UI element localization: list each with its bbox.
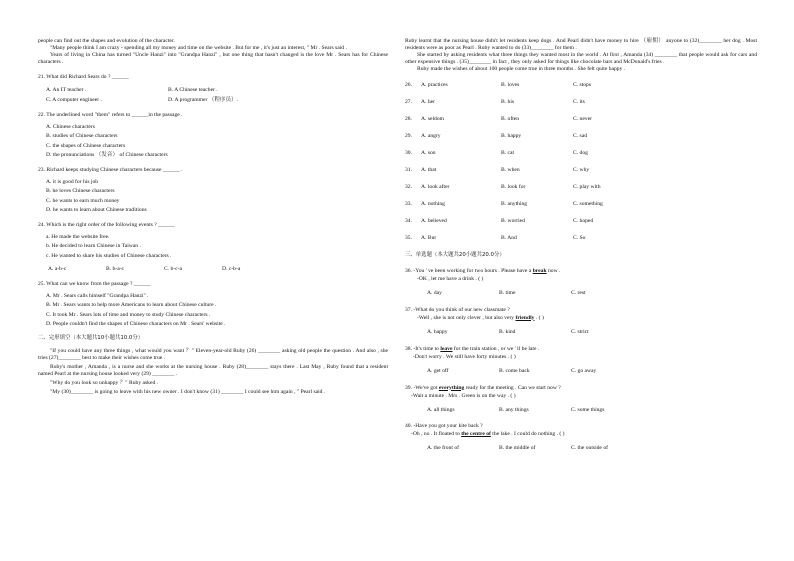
option-d[interactable]: D. the pronunciations （发音） of Chinese characters (46, 152, 168, 158)
grid-row (405, 82, 757, 99)
option-a[interactable]: A. believed (421, 217, 447, 224)
cloze-paragraph: "Why do you look so unhappy ？" Ruby asked . (50, 379, 159, 386)
option-c[interactable]: C. he wants to earn much money (46, 197, 120, 204)
grid-row (405, 235, 757, 252)
question-text: 39. -We've got (405, 384, 439, 391)
question-stem: 24. Which is the right order of the following events ? ______ (38, 222, 175, 229)
option-c[interactable]: C. So (573, 234, 586, 241)
option-b[interactable]: B. the middle of (499, 445, 536, 452)
question-stem: 22. The underlined word "them" refers to ______in the passage . (38, 111, 183, 118)
question-line: -OK , let me have a drink . ( ) (417, 275, 484, 282)
section-heading-single-choice: 三、单选题（本大题共20小题共20.0分） (405, 251, 505, 258)
question-39 (405, 385, 757, 414)
option-c[interactable]: C. go away (571, 367, 597, 374)
option-c[interactable]: C. hoped (573, 217, 594, 224)
options-list (46, 293, 388, 328)
grid-row (405, 133, 757, 150)
item-number: 30. (405, 149, 412, 156)
option-a[interactable]: A. get off (427, 367, 449, 374)
events-list (46, 234, 388, 260)
grid-row (405, 150, 757, 167)
question-text: for the train station , or we ' ll be late . (452, 345, 540, 352)
intro-line-2: "Many people think I am crazy - spending all my money and time on the website . But for me , it's just an interest, " Mr . Sears said . (50, 44, 347, 51)
option-a[interactable]: A. But (421, 234, 436, 241)
option-b[interactable]: B. kind (499, 328, 516, 335)
question-text: 38. -It's time to (405, 345, 441, 352)
option-a[interactable]: A. the front of (427, 445, 460, 452)
options-row (427, 407, 757, 414)
question-23 (38, 167, 388, 214)
option-a[interactable]: A. her (421, 98, 435, 105)
option-a[interactable]: A. it is good for his job (46, 178, 99, 185)
option-b[interactable]: B. time (499, 289, 516, 296)
cloze-paragraph: "My (30)________ is going to leave with his new owner . I don't know (31) ________ I could see him again , " Pearl said . (50, 388, 326, 395)
option-c[interactable]: C. rest (571, 289, 586, 296)
option-b[interactable]: B. Mr . Sears wants to help more Americans to learn about Chinese culture . (46, 302, 217, 309)
options-row (427, 329, 757, 336)
option-c[interactable]: C. stops (573, 81, 592, 88)
option-a[interactable]: A. that (421, 166, 437, 173)
intro-line-3: Years of living in China has turned "Uncle Hanzi" into "Grandpa Hanzi" , but one thing that hasn't changed is the love Mr . Sears has for Chinese characters . (38, 51, 388, 65)
option-c[interactable]: C. why (573, 166, 590, 173)
option-b[interactable]: B. b-a-c (106, 265, 125, 272)
option-d[interactable]: D. A programmer （程序员）. (168, 96, 239, 103)
question-stem: 25. What can we know from the passage ? ______ (38, 280, 151, 287)
option-c[interactable]: C. something (573, 200, 603, 207)
options-row (427, 445, 757, 452)
cloze-paragraph: "If you could have any three things , what would you want ？" Eleven-year-old Ruby (26) ________ asking old people the question . And also , she tries (27)________ best to make their wishes come true . (38, 347, 388, 361)
question-line: -Don't worry . We still have forty minutes . ( ) (413, 353, 516, 360)
option-b[interactable]: B. anything (501, 200, 528, 207)
options-row (48, 266, 388, 273)
options-row (427, 368, 757, 375)
option-b[interactable]: B. look for (501, 183, 526, 190)
question-line: 40. -Have you got your kite back ? (405, 423, 483, 430)
option-a[interactable]: A. Mr . Sears calls himself "Grandpa Hanzi" . (46, 292, 149, 299)
question-24 (38, 222, 388, 273)
option-b[interactable]: B. A Chinese teacher . (168, 86, 218, 93)
option-a[interactable]: A. Chinese characters (46, 123, 95, 130)
option-a[interactable]: A. practices (421, 81, 448, 88)
options-row (46, 97, 388, 104)
cloze-paragraph: Ruby learnt that the nursing house didn't let residents keep dogs . And Pearl didn't have money to hire （雇佣） anyone to (32)________ her dog . Most residents were as poor as Pearl . Ruby wanted to do (33)________ for them . (405, 38, 757, 51)
option-c[interactable]: C. some things (571, 406, 605, 413)
option-a[interactable]: A. a-b-c (48, 265, 67, 272)
cloze-options-grid (405, 82, 757, 252)
option-a[interactable]: A. son (421, 149, 436, 156)
question-line (405, 268, 757, 275)
options-row (46, 87, 388, 94)
right-column (405, 38, 757, 452)
item-number: 31. (405, 166, 412, 173)
option-b[interactable]: B. when (501, 166, 520, 173)
cloze-paragraph: Ruby's mother , Amanda , is a nurse and she works at the nursing house . Ruby (28)________ stays there . Last May , Ruby found that a resident named Pearl at the nursing house looked very (29) ________ . (38, 363, 388, 377)
grid-row (405, 184, 757, 201)
question-37 (405, 307, 757, 336)
question-line (405, 385, 757, 392)
cloze-paragraph: Ruby made the wishes of about 100 people come true in three months . She felt quite happy . (417, 65, 626, 72)
section-heading-cloze: 二、完形填空（本大题共10小题共10.0分） (38, 334, 144, 341)
option-c[interactable]: C. the outside of (571, 445, 608, 452)
option-c[interactable]: C. play with (573, 183, 601, 190)
question-text: -Well , she is not only clever , but also very (417, 314, 516, 321)
grid-row (405, 116, 757, 133)
grid-row (405, 201, 757, 218)
question-22 (38, 112, 388, 159)
left-column (38, 38, 388, 396)
option-c[interactable]: C. sad (573, 132, 587, 139)
question-line (411, 431, 757, 438)
item-number: 29. (405, 132, 412, 139)
option-b[interactable]: B. And (501, 234, 517, 241)
option-b[interactable]: B. worried (501, 217, 525, 224)
event-c: c. He wanted to share his studies of Chinese characters . (46, 252, 172, 259)
option-c[interactable]: C. A computer engineer . (46, 96, 102, 103)
underlined-word: break (532, 267, 547, 274)
option-b[interactable]: B. he loves Chinese characters (46, 188, 115, 195)
option-b[interactable]: B. cat (501, 149, 515, 156)
option-d[interactable]: D. People couldn't find the shapes of Chinese characters on Mr . Sears' website . (46, 320, 226, 327)
intro-line-1: people can find out the shapes and evolution of the character. (38, 38, 175, 44)
item-number: 26. (405, 81, 412, 88)
option-b[interactable]: B. come back (499, 367, 530, 374)
item-number: 27. (405, 98, 412, 105)
option-a[interactable]: A. day (427, 289, 442, 296)
question-line (417, 315, 757, 322)
item-number: 33. (405, 200, 412, 207)
option-a[interactable]: A. look after (421, 183, 450, 190)
options-list (46, 179, 388, 214)
question-line: -Wait a minute . Mrs . Green is on the way . ( ) (411, 392, 516, 399)
question-text: now . (546, 267, 561, 274)
option-c[interactable]: C. never (573, 115, 592, 122)
item-number: 34. (405, 217, 412, 224)
option-b[interactable]: B. happy (501, 132, 522, 139)
option-a[interactable]: A. angry (421, 132, 441, 139)
option-b[interactable]: B. loves (501, 81, 520, 88)
option-b[interactable]: B. often (501, 115, 520, 122)
underlined-word: friendly (515, 314, 535, 321)
underlined-word: leave (440, 345, 453, 352)
option-c[interactable]: C. It took Mr . Sears lots of time and money to study Chinese characters . (46, 311, 211, 318)
option-a[interactable]: A. seldom (421, 115, 444, 122)
question-21 (38, 74, 388, 104)
underlined-word: the centre of (461, 431, 491, 438)
option-c[interactable]: C. strict (571, 328, 589, 335)
event-b: b. He decided to learn Chinese in Taiwan . (46, 243, 141, 250)
option-a[interactable]: A. all things (427, 406, 455, 413)
option-a[interactable]: A. happy (427, 328, 448, 335)
question-text: the lake . I could do nothing . ( ) (490, 431, 565, 438)
question-36 (405, 268, 757, 297)
option-a[interactable]: A. nothing (421, 200, 445, 207)
option-a[interactable]: A. An IT teacher . (46, 86, 87, 93)
question-line: 37. -What do you think of our new classmate ? (405, 306, 510, 313)
underlined-word: everything (438, 384, 465, 391)
question-text: -Oh , no . It floated to (411, 431, 462, 438)
option-c[interactable]: C. dog (573, 149, 588, 156)
question-25 (38, 281, 388, 328)
grid-row (405, 99, 757, 116)
grid-row (405, 218, 757, 235)
options-row (427, 290, 757, 297)
question-text: . ( ) (534, 314, 544, 321)
cloze-paragraph: She started by asking residents what three things they wanted most in the world . At first , Amanda (34) ________ that people would ask for cars and other expensive things . (35)________ in fact , they only asked for things like chocolate bars and McDonald's fries . (405, 51, 757, 65)
option-d[interactable]: D. c-b-a (222, 265, 241, 272)
option-c[interactable]: C. its (573, 98, 585, 105)
cloze-passage (38, 348, 388, 396)
option-c[interactable]: C. the shapes of Chinese characters (46, 142, 126, 149)
item-number: 32. (405, 183, 412, 190)
question-38 (405, 346, 757, 375)
grid-row (405, 167, 757, 184)
question-text: ready for the meeting . Can we start now ? (464, 384, 561, 391)
question-stem: 21. What did Richard Sears do ? ______ (38, 73, 129, 80)
item-number: 28. (405, 115, 412, 122)
option-b[interactable]: B. studies of Chinese characters (46, 133, 118, 140)
item-number: 35. (405, 234, 412, 241)
option-b[interactable]: B. his (501, 98, 515, 105)
option-d[interactable]: D. he wants to learn about Chinese traditions (46, 207, 147, 214)
options-list (46, 124, 388, 159)
question-line (405, 346, 757, 353)
question-text: 36. -You ' ve been working for two hours . Please have a (405, 267, 533, 274)
option-b[interactable]: B. any things (499, 406, 529, 413)
question-stem: 23. Richard keeps studying Chinese characters because ______ . (38, 166, 183, 173)
question-40 (405, 423, 757, 452)
option-c[interactable]: C. b-c-a (164, 265, 183, 272)
event-a: a. He made the website free. (46, 234, 110, 241)
